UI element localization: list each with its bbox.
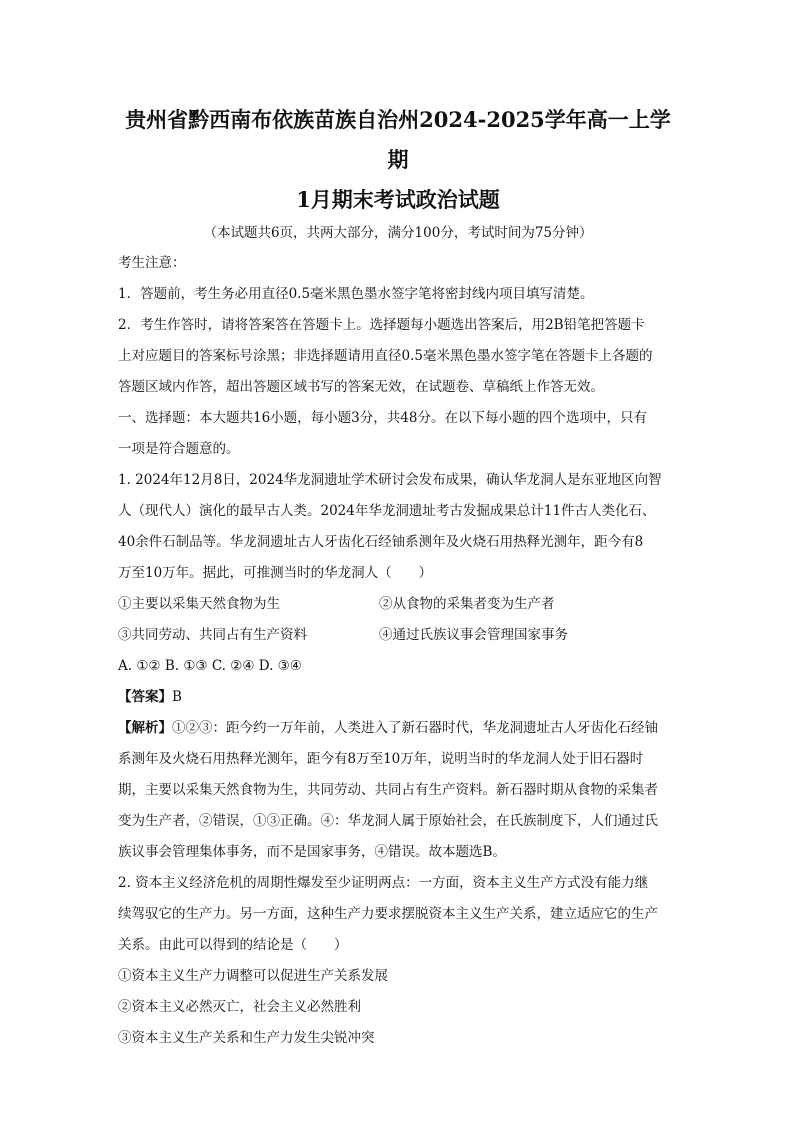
notice-heading: 考生注意：: [118, 255, 186, 271]
notice-item-2-line-2: 上对应题目的答案标号涂黑；非选择题请用直径0.5毫米黑色墨水签字笔在答题卡上各题的: [118, 348, 653, 364]
question-1-line-4: 万至10万年。据此，可推测当时的华龙洞人（ ）: [118, 565, 433, 581]
question-1-options-row-1: [118, 589, 678, 620]
question-1-option-3: ③共同劳动、共同占有生产资料: [118, 627, 307, 643]
question-1-analysis-line-1: [118, 713, 678, 744]
question-2-line-3: 关系。由此可以得到的结论是（ ）: [118, 937, 348, 953]
title-line-2: 1月期末考试政治试题: [296, 187, 500, 212]
answer-value: B: [172, 689, 182, 705]
analysis-text-1: ①②③：距今约一万年前，人类进入了新石器时代，华龙洞遗址古人牙齿化石经铀: [172, 720, 658, 736]
question-1-analysis-line-3: 期，主要以采集天然食物为生，共同劳动、共同占有生产资料。新石器时期从食物的采集者: [118, 782, 658, 798]
notice-item-2-line-1: 2．考生作答时，请将答案答在答题卡上。选择题每小题选出答案后，用2B铅笔把答题卡: [118, 317, 645, 333]
notice-item-1: 1．答题前，考生务必用直径0.5毫米黑色墨水签字笔将密封线内项目填写清楚。: [118, 286, 594, 302]
question-1-answer: [118, 682, 678, 713]
question-1-choices: A. ①② B. ①③ C. ②④ D. ③④: [118, 658, 302, 674]
analysis-label: 【解析】: [118, 720, 172, 736]
question-1-line-3: 40余件石制品等。华龙洞遗址古人牙齿化石经铀系测年及火烧石用热释光测年，距今有8: [118, 534, 644, 550]
question-1-analysis-line-4: 变为生产者，②错误，①③正确。④：华龙洞人属于原始社会，在氏族制度下，人们通过氏: [118, 813, 658, 829]
question-1-options-row-2: [118, 620, 678, 651]
section-1-heading-line-1: 一、选择题：本大题共16小题，每小题3分，共48分。在以下每小题的四个选项中，只有: [118, 410, 647, 426]
question-1-analysis-line-2: 系测年及火烧石用热释光测年，距今有8万至10万年，说明当时的华龙洞人处于旧石器时: [118, 751, 644, 767]
question-2-line-2: 续驾驭它的生产力。另一方面，这种生产力要求摆脱资本主义生产关系，建立适应它的生产: [118, 906, 658, 922]
question-2-line-1: 2. 资本主义经济危机的周期性爆发至少证明两点：一方面，资本主义生产方式没有能力继: [118, 875, 649, 891]
notice-item-2-line-3: 答题区域内作答，超出答题区域书写的答案无效，在试题卷、草稿纸上作答无效。: [118, 379, 604, 395]
question-1-option-2: ②从食物的采集者变为生产者: [379, 596, 555, 612]
document-content: [118, 100, 678, 1054]
question-1-line-2: 人（现代人）演化的最早古人类。2024年华龙洞遗址考古发掘成果总计11件古人类化石、: [118, 503, 656, 519]
question-1-option-4: ④通过氏族议事会管理国家事务: [379, 627, 568, 643]
question-2-option-2: ②资本主义必然灭亡，社会主义必然胜利: [118, 999, 361, 1015]
exam-info: （本试题共6页，共两大部分，满分100分，考试时间为75分钟）: [203, 225, 593, 241]
answer-label: 【答案】: [118, 689, 172, 705]
section-1-heading-line-2: 一项是符合题意的。: [118, 441, 240, 457]
question-1-option-1: ①主要以采集天然食物为生: [118, 596, 280, 612]
question-1-analysis-line-5: 族议事会管理集体事务，而不是国家事务，④错误。故本题选B。: [118, 844, 506, 860]
title-line-1: 贵州省黔西南布依族苗族自治州2024-2025学年高一上学期: [125, 107, 671, 172]
question-2-option-3: ③资本主义生产关系和生产力发生尖锐冲突: [118, 1030, 375, 1046]
question-2-option-1: ①资本主义生产力调整可以促进生产关系发展: [118, 968, 388, 984]
question-1-line-1: 1. 2024年12月8日，2024华龙洞遗址学术研讨会发布成果，确认华龙洞人是东亚地区向智: [118, 472, 662, 488]
